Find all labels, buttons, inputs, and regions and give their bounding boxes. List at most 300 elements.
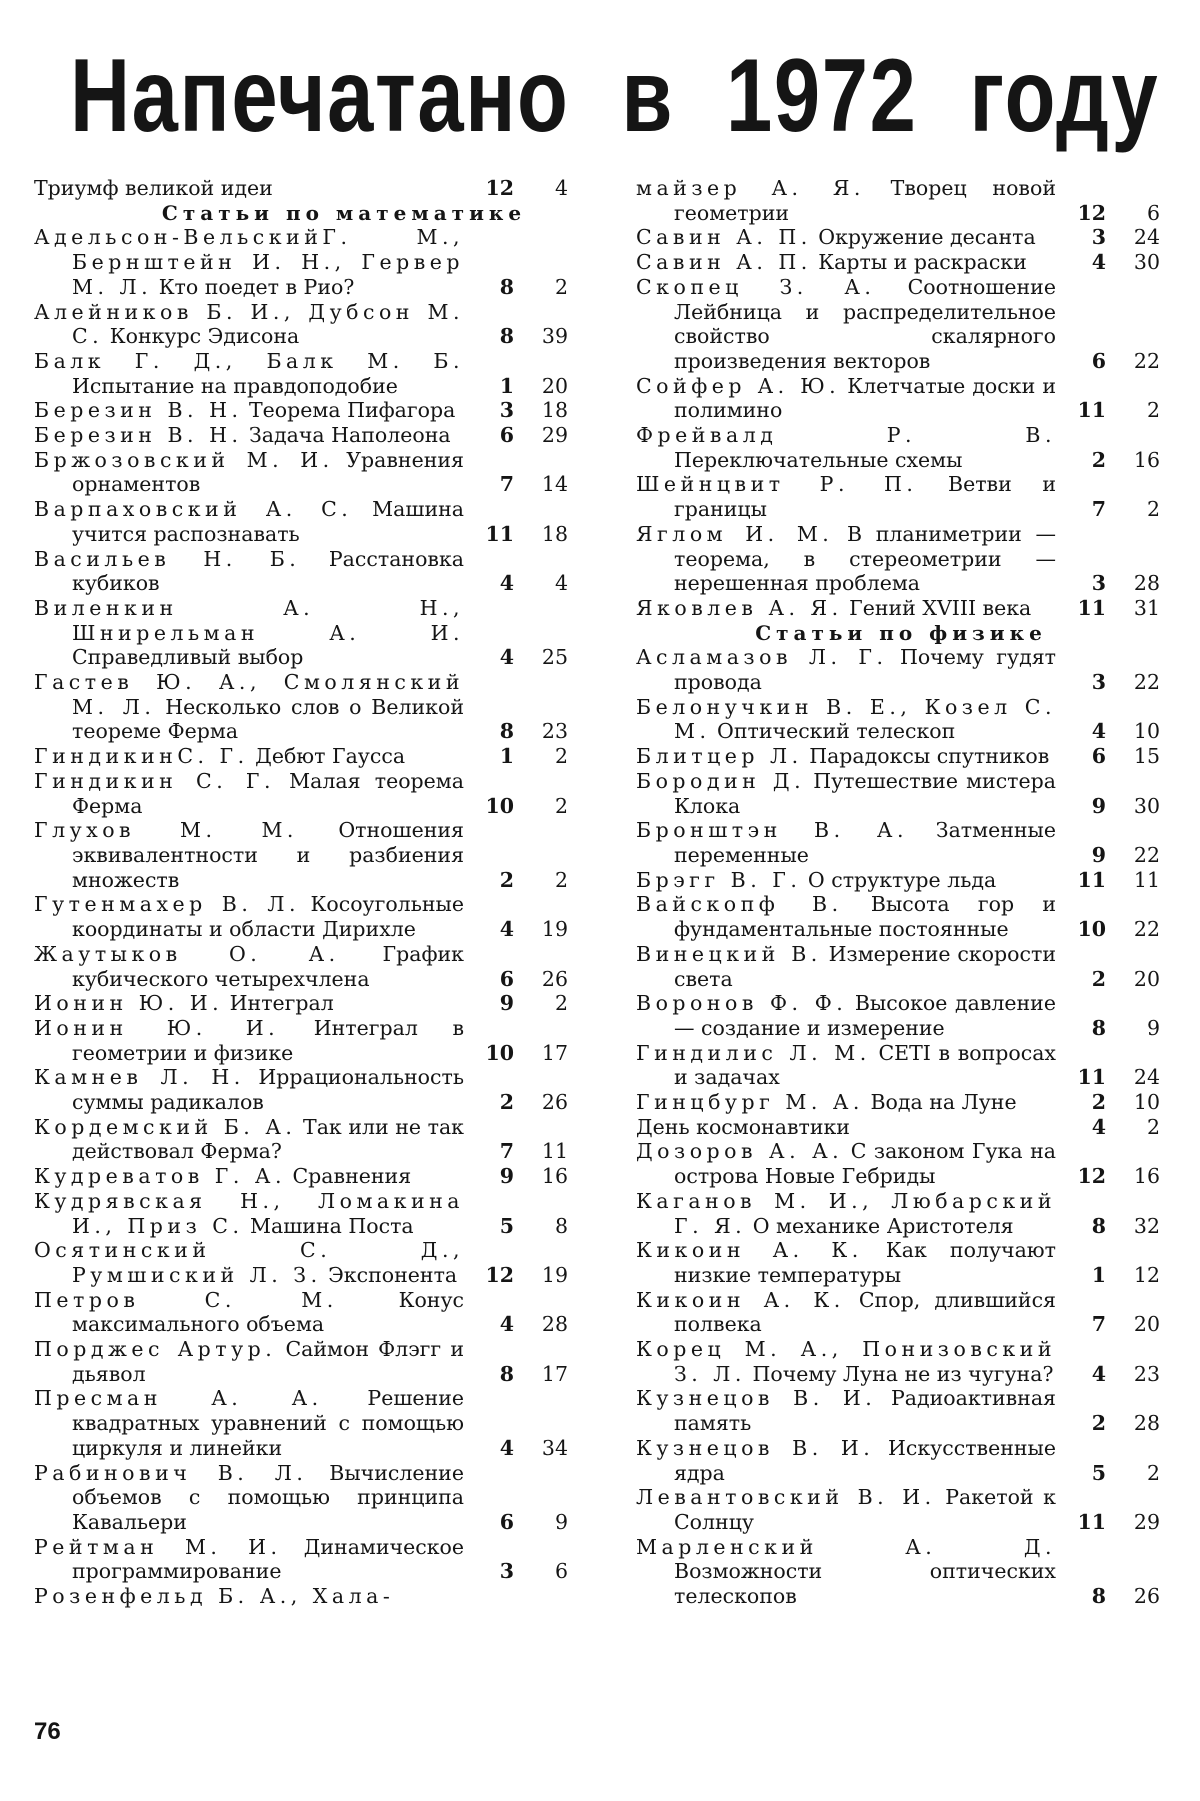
index-entry — [34, 1016, 574, 1065]
entry-title: Гений XVIII века — [849, 595, 1032, 620]
entry-title: Переключательные схемы — [674, 447, 963, 472]
index-entry — [34, 892, 574, 941]
entry-text — [34, 176, 464, 201]
page-ref: 2 — [554, 991, 568, 1016]
page-ref: 17 — [541, 1361, 568, 1386]
entry-author: Скопец З. А. — [636, 274, 876, 299]
entry-title: Оптический телескоп — [717, 719, 956, 744]
entry-author: Кузнецов В. И. — [636, 1435, 875, 1460]
page-ref: 2 — [1146, 1460, 1160, 1485]
entry-author: Кузнецов В. И. — [636, 1386, 877, 1411]
entry-author: Блитцер Л. — [636, 744, 803, 769]
page-ref: 22 — [1133, 670, 1160, 695]
issue-number: 12 — [485, 1262, 514, 1287]
issue-number: 2 — [499, 867, 514, 892]
page-ref: 22 — [1133, 917, 1160, 942]
entry-text — [636, 1238, 1056, 1287]
index-entry — [636, 250, 1166, 275]
index-entry — [636, 769, 1166, 818]
index-entry — [34, 176, 574, 201]
issue-number: 4 — [1091, 250, 1106, 275]
index-entry — [34, 300, 574, 349]
entry-title: Путешествие мистера Клока — [674, 768, 1056, 818]
page-ref: 2 — [554, 867, 568, 892]
index-entry — [34, 1584, 574, 1609]
issue-number: 1 — [499, 373, 514, 398]
issue-number: 8 — [1091, 1015, 1106, 1040]
page-ref: 19 — [541, 917, 568, 942]
issue-number: 7 — [1091, 1312, 1106, 1337]
entry-author: Кикоин А. К. — [636, 1238, 863, 1263]
issue-number: 11 — [1077, 867, 1106, 892]
entry-text — [636, 868, 1056, 893]
issue-number: 2 — [1091, 447, 1106, 472]
page-ref: 6 — [1146, 200, 1160, 225]
entry-author: Адельсон-ВельскийГ. М., Бернштейн И. Н., Гервер М. Л. — [34, 225, 464, 299]
entry-text — [34, 1337, 464, 1386]
entry-author: Дозоров А. А. — [636, 1139, 844, 1164]
entry-author: Асламазов Л. Г. — [636, 645, 888, 670]
entry-text — [34, 1189, 464, 1238]
entry-text — [34, 423, 464, 448]
issue-number: 4 — [499, 571, 514, 596]
issue-number: 4 — [499, 917, 514, 942]
entry-author: Гинцбург М. А. — [636, 1090, 864, 1115]
issue-number: 8 — [499, 274, 514, 299]
issue-number: 10 — [1077, 917, 1106, 942]
page-ref: 4 — [554, 571, 568, 596]
entry-author: Виленкин А. Н., Шнирельман А. И. — [34, 595, 464, 645]
issue-number: 7 — [499, 472, 514, 497]
entry-title: Уравнения орнаментов — [72, 447, 464, 497]
index-entry — [34, 1164, 574, 1189]
page-ref: 23 — [541, 719, 568, 744]
entry-title: Творец новой геометрии — [674, 176, 1056, 225]
issue-number: 12 — [1077, 1164, 1106, 1189]
index-entry — [636, 942, 1166, 991]
entry-text — [34, 892, 464, 941]
entry-author: Яковлев А. Я. — [636, 595, 843, 620]
page-ref: 14 — [541, 472, 568, 497]
entry-text — [636, 892, 1056, 941]
entry-author: Алейников Б. И., Дубсон М. С. — [34, 299, 464, 349]
entry-text — [636, 1436, 1056, 1485]
entry-text — [34, 769, 464, 818]
entry-text — [636, 225, 1056, 250]
entry-author: Каганов М. И., Любарский Г. Я. — [636, 1188, 1056, 1238]
entry-text — [636, 275, 1056, 374]
page-ref: 2 — [1146, 1114, 1160, 1139]
entry-title: Карты и раскраски — [818, 250, 1027, 275]
section-heading: Статьи по физике — [755, 620, 1047, 645]
issue-number: 6 — [1091, 348, 1106, 373]
entry-author: Ионин Ю. И. — [34, 1015, 280, 1040]
entry-title: Почему Луна не из чугуна? — [752, 1361, 1054, 1386]
index-entry — [34, 1337, 574, 1386]
page-ref: 18 — [541, 521, 568, 546]
entry-text — [34, 942, 464, 991]
index-entry — [636, 868, 1166, 893]
entry-title: Конкурс Эдисона — [109, 324, 300, 349]
page-ref: 30 — [1133, 250, 1160, 275]
issue-number: 3 — [499, 1559, 514, 1584]
issue-number: 8 — [499, 324, 514, 349]
entry-author: Вайскопф В. — [636, 892, 843, 917]
page-ref: 22 — [1133, 348, 1160, 373]
entry-title: Несколько слов о Великой теореме Ферма — [72, 694, 464, 744]
entry-author: Жаутыков О. А. — [34, 941, 340, 966]
entry-title: Почему гудят провода — [674, 645, 1056, 695]
entry-author: Воронов Ф. Ф. — [636, 991, 848, 1016]
issue-number: 6 — [1091, 744, 1106, 769]
entry-title: Справедливый выбор — [72, 645, 304, 670]
entry-author: Бронштэн В. А. — [636, 818, 908, 843]
page-ref: 28 — [1133, 571, 1160, 596]
entry-author: Кикоин А. К. — [636, 1287, 845, 1312]
page-ref: 17 — [541, 1040, 568, 1065]
page-ref: 9 — [554, 1509, 568, 1534]
index-entry — [636, 991, 1166, 1040]
issue-number: 4 — [1091, 719, 1106, 744]
page-ref: 30 — [1133, 793, 1160, 818]
index-entry — [34, 1115, 574, 1164]
page-ref: 2 — [554, 744, 568, 769]
entry-title: О структуре льда — [807, 867, 997, 892]
entry-text — [34, 225, 464, 299]
entry-author: Шейнцвит Р. П. — [636, 472, 918, 497]
entry-title: Испытание на правдоподобие — [72, 373, 398, 398]
page-ref: 29 — [541, 423, 568, 448]
issue-number: 1 — [1091, 1262, 1106, 1287]
page-ref: 16 — [1133, 1164, 1160, 1189]
entry-title: Экспонента — [328, 1262, 458, 1287]
index-entry — [636, 818, 1166, 867]
page-ref: 8 — [554, 1213, 568, 1238]
entry-author: Розенфельд Б. А., Хала- — [34, 1584, 395, 1609]
index-entry — [34, 670, 574, 744]
entry-title: Интеграл — [229, 991, 334, 1016]
issue-number: 8 — [1091, 1213, 1106, 1238]
entry-text — [34, 300, 464, 349]
entry-author: Петров С. М. — [34, 1287, 338, 1312]
entry-text — [636, 472, 1056, 521]
entry-author: Васильев Н. Б. — [34, 546, 301, 571]
entry-text — [636, 176, 1056, 225]
page-ref: 10 — [1133, 1090, 1160, 1115]
entry-title: В планиметрии — теорема, в стереометрии — нерешенная проблема — [674, 521, 1056, 596]
entry-text — [636, 522, 1056, 596]
entry-text — [34, 1065, 464, 1114]
entry-title: С законом Гука на острова Новые Гебриды — [674, 1139, 1056, 1189]
entry-author: Камнев Л. Н. — [34, 1065, 245, 1090]
entry-author: Рейтман М. И. — [34, 1534, 282, 1559]
entry-text — [636, 596, 1056, 621]
entry-author: Кудреватов Г. А. — [34, 1164, 286, 1189]
page-ref: 20 — [541, 373, 568, 398]
issue-number: 8 — [499, 719, 514, 744]
entry-text — [636, 1535, 1056, 1609]
entry-text — [34, 818, 464, 892]
entry-author: Гиндикин С. Г. — [34, 768, 275, 793]
entry-author: Гастев Ю. А., Смолянский М. Л. — [34, 670, 464, 719]
entry-author: Гиндилис Л. М. — [636, 1040, 871, 1065]
index-entry — [34, 448, 574, 497]
entry-title: Кто поедет в Рио? — [158, 274, 355, 299]
entry-text — [34, 991, 464, 1016]
entry-text — [636, 818, 1056, 867]
entry-author: майзер А. Я. — [636, 176, 865, 200]
entry-author: Савин А. П. — [636, 250, 812, 275]
page-ref: 39 — [541, 324, 568, 349]
entry-title: Вычисление объемов с помощью принципа Кавальери — [72, 1460, 464, 1534]
issue-number: 8 — [499, 1361, 514, 1386]
entry-author: Рабинович В. Л. — [34, 1460, 308, 1485]
index-entry — [34, 225, 574, 299]
entry-text — [34, 1016, 464, 1065]
index-entry — [636, 374, 1166, 423]
entry-author: Фрейвалд Р. В. — [636, 423, 1056, 448]
issue-number: 11 — [485, 521, 514, 546]
issue-number: 4 — [1091, 1361, 1106, 1386]
entry-author: Осятинский С. Д., Румшиский Л. З. — [34, 1238, 464, 1287]
entry-author: Березин В. Н. — [34, 398, 243, 423]
entry-text — [34, 1288, 464, 1337]
index-entry — [34, 1288, 574, 1337]
entry-author: Кудрявская Н., Ломакина И., Приз С. — [34, 1188, 464, 1238]
entry-text — [34, 349, 464, 398]
entry-text — [636, 423, 1056, 472]
entry-title: Малая теорема Ферма — [72, 768, 464, 818]
entry-author: Бородин Д. — [636, 768, 806, 793]
entry-text — [34, 1584, 464, 1609]
entry-text — [636, 991, 1056, 1040]
entry-title: Триумф великой идеи — [34, 176, 273, 200]
page-ref: 34 — [541, 1435, 568, 1460]
entry-author: ГиндикинС. Г. — [34, 744, 249, 769]
entry-title: Косоугольные координаты и области Дирихле — [72, 892, 464, 942]
entry-author: Березин В. Н. — [34, 423, 243, 448]
issue-number: 1 — [499, 744, 514, 769]
entry-text — [636, 645, 1056, 694]
entry-author: Кордемский Б. А. — [34, 1114, 297, 1139]
entry-title: Возможности оптических телескопов — [674, 1559, 1056, 1609]
page-ref: 11 — [541, 1139, 568, 1164]
entry-author: Балк Г. Д., Балк М. Б. — [34, 348, 464, 373]
page-ref: 26 — [541, 966, 568, 991]
index-entry — [34, 744, 574, 769]
entry-title: Машина Поста — [250, 1213, 414, 1238]
entry-author: Белонучкин В. Е., Козел С. М. — [636, 694, 1056, 744]
entry-title: Ракетой к Солнцу — [674, 1485, 1056, 1534]
index-entry — [636, 275, 1166, 374]
entry-text — [34, 448, 464, 497]
entry-text — [636, 250, 1056, 275]
index-entry — [34, 1065, 574, 1114]
entry-author: Яглом И. М. — [636, 521, 834, 546]
index-entry — [636, 225, 1166, 250]
page-ref: 26 — [1133, 1584, 1160, 1609]
index-entry — [34, 497, 574, 546]
entry-title: Соотношение Лейбница и распределительное свойство скалярного произведения векторов — [674, 274, 1056, 373]
index-entry — [34, 423, 574, 448]
issue-number: 10 — [485, 1040, 514, 1065]
entry-title: Динамическое программирование — [72, 1534, 464, 1584]
page-ref: 25 — [541, 645, 568, 670]
issue-number: 6 — [499, 423, 514, 448]
entry-author: Сойфер А. Ю. — [636, 373, 841, 398]
index-entry — [636, 645, 1166, 694]
entry-text — [34, 1386, 464, 1460]
issue-number: 9 — [499, 991, 514, 1016]
entry-text — [636, 1288, 1056, 1337]
entry-title: День космонавтики — [636, 1114, 850, 1139]
entry-text — [636, 374, 1056, 423]
index-entry — [636, 522, 1166, 596]
page-ref: 2 — [1146, 497, 1160, 522]
index-entry — [34, 1189, 574, 1238]
right-column — [636, 176, 1166, 1609]
page-ref: 28 — [1133, 1411, 1160, 1436]
index-entry — [34, 991, 574, 1016]
entry-text — [636, 695, 1056, 744]
issue-number: 4 — [499, 645, 514, 670]
entry-title: Дебют Гаусса — [255, 744, 406, 769]
entry-author: Варпаховский А. С. — [34, 497, 353, 522]
page-ref: 26 — [541, 1090, 568, 1115]
issue-number: 4 — [499, 1312, 514, 1337]
page-ref: 2 — [554, 274, 568, 299]
entry-title: График кубического четырехчлена — [72, 941, 464, 991]
entry-text — [34, 398, 464, 423]
entry-text — [636, 1139, 1056, 1188]
page-ref: 24 — [1133, 1065, 1160, 1090]
issue-number: 11 — [1077, 1509, 1106, 1534]
entry-author: Винецкий В. — [636, 941, 822, 966]
page-ref: 20 — [1133, 1312, 1160, 1337]
page-ref: 18 — [541, 398, 568, 423]
entry-title: Отношения эквивалентности и разбиения множеств — [72, 818, 464, 892]
entry-title: О механике Аристотеля — [752, 1213, 1014, 1238]
page-ref: 2 — [554, 793, 568, 818]
page-title: Напечатано в 1972 году — [70, 38, 1160, 154]
entry-title: Высота гор и фундаментальные постоянные — [674, 892, 1056, 942]
index-entry — [34, 1238, 574, 1287]
index-entry — [34, 349, 574, 398]
entry-text — [34, 1461, 464, 1535]
entry-title: Искусственные ядра — [674, 1435, 1056, 1485]
issue-number: 3 — [1091, 225, 1106, 250]
issue-number: 11 — [1077, 398, 1106, 423]
entry-title: Теорема Пифагора — [249, 398, 456, 423]
page-ref: 11 — [1133, 867, 1160, 892]
page-ref: 19 — [541, 1262, 568, 1287]
issue-number: 2 — [1091, 966, 1106, 991]
issue-number: 5 — [499, 1213, 514, 1238]
entry-title: Иррациональность суммы радикалов — [72, 1065, 464, 1115]
issue-number: 6 — [499, 966, 514, 991]
entry-text — [34, 1238, 464, 1287]
entry-author: Бржозовский М. И. — [34, 447, 334, 472]
issue-number: 2 — [1091, 1411, 1106, 1436]
issue-number: 3 — [1091, 670, 1106, 695]
issue-number: 7 — [1091, 497, 1106, 522]
page-ref: 20 — [1133, 966, 1160, 991]
entry-text — [34, 1115, 464, 1164]
entry-title: Радиоактивная память — [674, 1386, 1056, 1436]
issue-number: 3 — [499, 398, 514, 423]
issue-number: 11 — [1077, 595, 1106, 620]
entry-title: Затменные переменные — [674, 818, 1056, 867]
entry-text — [34, 744, 464, 769]
entry-text — [636, 942, 1056, 991]
entry-author: Савин А. П. — [636, 225, 812, 250]
entry-text — [636, 1337, 1056, 1386]
issue-number: 8 — [1091, 1584, 1106, 1609]
issue-number: 5 — [1091, 1460, 1106, 1485]
index-entry — [636, 892, 1166, 941]
page-ref: 16 — [1133, 447, 1160, 472]
issue-number: 10 — [485, 793, 514, 818]
index-entry — [636, 1238, 1166, 1287]
entry-text — [636, 1189, 1056, 1238]
entry-author: Глухов М. М. — [34, 818, 298, 843]
index-entry — [636, 1436, 1166, 1485]
index-entry — [636, 1189, 1166, 1238]
index-entry — [34, 1386, 574, 1460]
entry-author: Гутенмахер В. Л. — [34, 892, 300, 917]
entry-author: Корец М. А., Понизовский З. Л. — [636, 1337, 1056, 1386]
issue-number: 3 — [1091, 571, 1106, 596]
entry-title: Интеграл в геометрии и физике — [72, 1015, 464, 1065]
entry-title: Ветви и границы — [674, 472, 1056, 522]
entry-author: Брэгг В. Г. — [636, 867, 802, 892]
entry-title: Вода на Луне — [870, 1090, 1017, 1115]
entry-title: Решение квадратных уравнений с помощью циркуля и линейки — [72, 1386, 464, 1460]
index-entry — [636, 1090, 1166, 1115]
page-ref: 9 — [1146, 1015, 1160, 1040]
issue-number: 6 — [499, 1509, 514, 1534]
entry-title: Машина учится распознавать — [72, 497, 464, 546]
entry-author: Ионин Ю. И. — [34, 991, 224, 1016]
index-entry — [34, 596, 574, 670]
entry-text — [636, 1386, 1056, 1435]
entry-text — [636, 1041, 1056, 1090]
page-ref: 31 — [1133, 595, 1160, 620]
page-ref: 10 — [1133, 719, 1160, 744]
index-entry — [636, 596, 1166, 621]
index-entry — [34, 818, 574, 892]
issue-number: 2 — [499, 1090, 514, 1115]
page-ref: 28 — [541, 1312, 568, 1337]
index-entry — [636, 1115, 1166, 1140]
entry-title: Измерение скорости света — [674, 941, 1056, 991]
issue-number: 4 — [1091, 1114, 1106, 1139]
entry-text — [34, 670, 464, 744]
entry-title: CETI в вопросах и задачах — [674, 1040, 1056, 1090]
page-ref: 29 — [1133, 1509, 1160, 1534]
entry-title: Клетчатые доски и полимино — [674, 373, 1056, 423]
index-entry — [636, 176, 1166, 225]
entry-text — [34, 1164, 464, 1189]
index-entry — [636, 1386, 1166, 1435]
entry-title: Спор, длившийся полвека — [674, 1287, 1056, 1337]
issue-number: 12 — [485, 176, 514, 200]
entry-title: Как получают низкие температуры — [674, 1238, 1056, 1287]
index-entry — [636, 1337, 1166, 1386]
issue-number: 4 — [499, 1435, 514, 1460]
entry-title: Задача Наполеона — [249, 423, 451, 448]
entry-text — [636, 744, 1056, 769]
